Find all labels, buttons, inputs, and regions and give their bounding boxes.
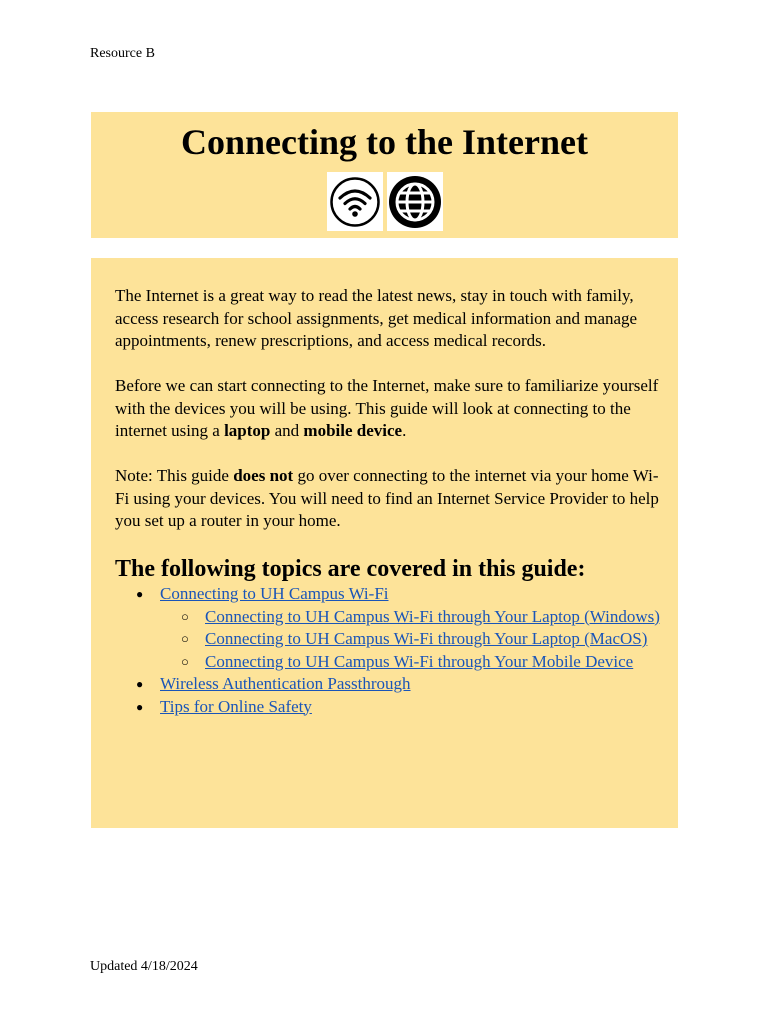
link-laptop-windows[interactable]: Connecting to UH Campus Wi-Fi through Your Laptop (Windows) bbox=[205, 606, 660, 626]
list-item bbox=[115, 673, 660, 696]
icon-row bbox=[91, 172, 678, 231]
note-paragraph bbox=[115, 465, 660, 533]
and-text: and bbox=[270, 421, 304, 440]
resource-label: Resource B bbox=[90, 46, 155, 61]
intro-paragraph: The Internet is a great way to read the latest news, stay in touch with family, access research for school assignments, get medical information and manage appointments, renew prescriptions, and access medical records. bbox=[115, 286, 638, 350]
devices-text: Before we can start connecting to the Internet, make sure to familiarize yourself with the devices you will be using. This guide will look at connecting to the internet using a bbox=[115, 376, 659, 440]
link-mobile-device[interactable]: Connecting to UH Campus Wi-Fi through Your Mobile Device bbox=[205, 651, 634, 671]
does-not-text: does not bbox=[233, 466, 294, 485]
sub-topic-list bbox=[160, 606, 660, 674]
list-item bbox=[160, 606, 660, 629]
content-inner bbox=[115, 285, 660, 718]
topic-list bbox=[115, 583, 660, 718]
devices-paragraph bbox=[115, 375, 660, 443]
link-wireless-auth[interactable]: Wireless Authentication Passthrough bbox=[160, 674, 411, 693]
updated-date: Updated 4/18/2024 bbox=[90, 959, 198, 974]
list-item bbox=[115, 696, 660, 719]
title-box bbox=[91, 112, 678, 238]
list-item bbox=[115, 583, 660, 673]
page-title: Connecting to the Internet bbox=[181, 122, 588, 162]
mobile-device-text: mobile device bbox=[303, 421, 403, 440]
laptop-text: laptop bbox=[224, 421, 271, 440]
period-text: . bbox=[402, 421, 407, 440]
list-item bbox=[160, 628, 660, 651]
globe-icon bbox=[387, 172, 443, 231]
wifi-icon bbox=[327, 172, 383, 231]
topics-heading: The following topics are covered in this guide: bbox=[115, 556, 586, 582]
list-item bbox=[160, 651, 660, 674]
link-online-safety[interactable]: Tips for Online Safety bbox=[160, 696, 312, 716]
note-text-start: Note: This guide bbox=[115, 466, 234, 485]
note-text-end: go over connecting to the internet via your home Wi-Fi using your devices. You will need to find an Internet Service Provider to help you set up a router in your home. bbox=[115, 466, 659, 530]
link-campus-wifi[interactable]: Connecting to UH Campus Wi-Fi bbox=[160, 584, 389, 603]
link-laptop-macos[interactable]: Connecting to UH Campus Wi-Fi through Your Laptop (MacOS) bbox=[205, 629, 648, 648]
content-box bbox=[91, 258, 678, 828]
